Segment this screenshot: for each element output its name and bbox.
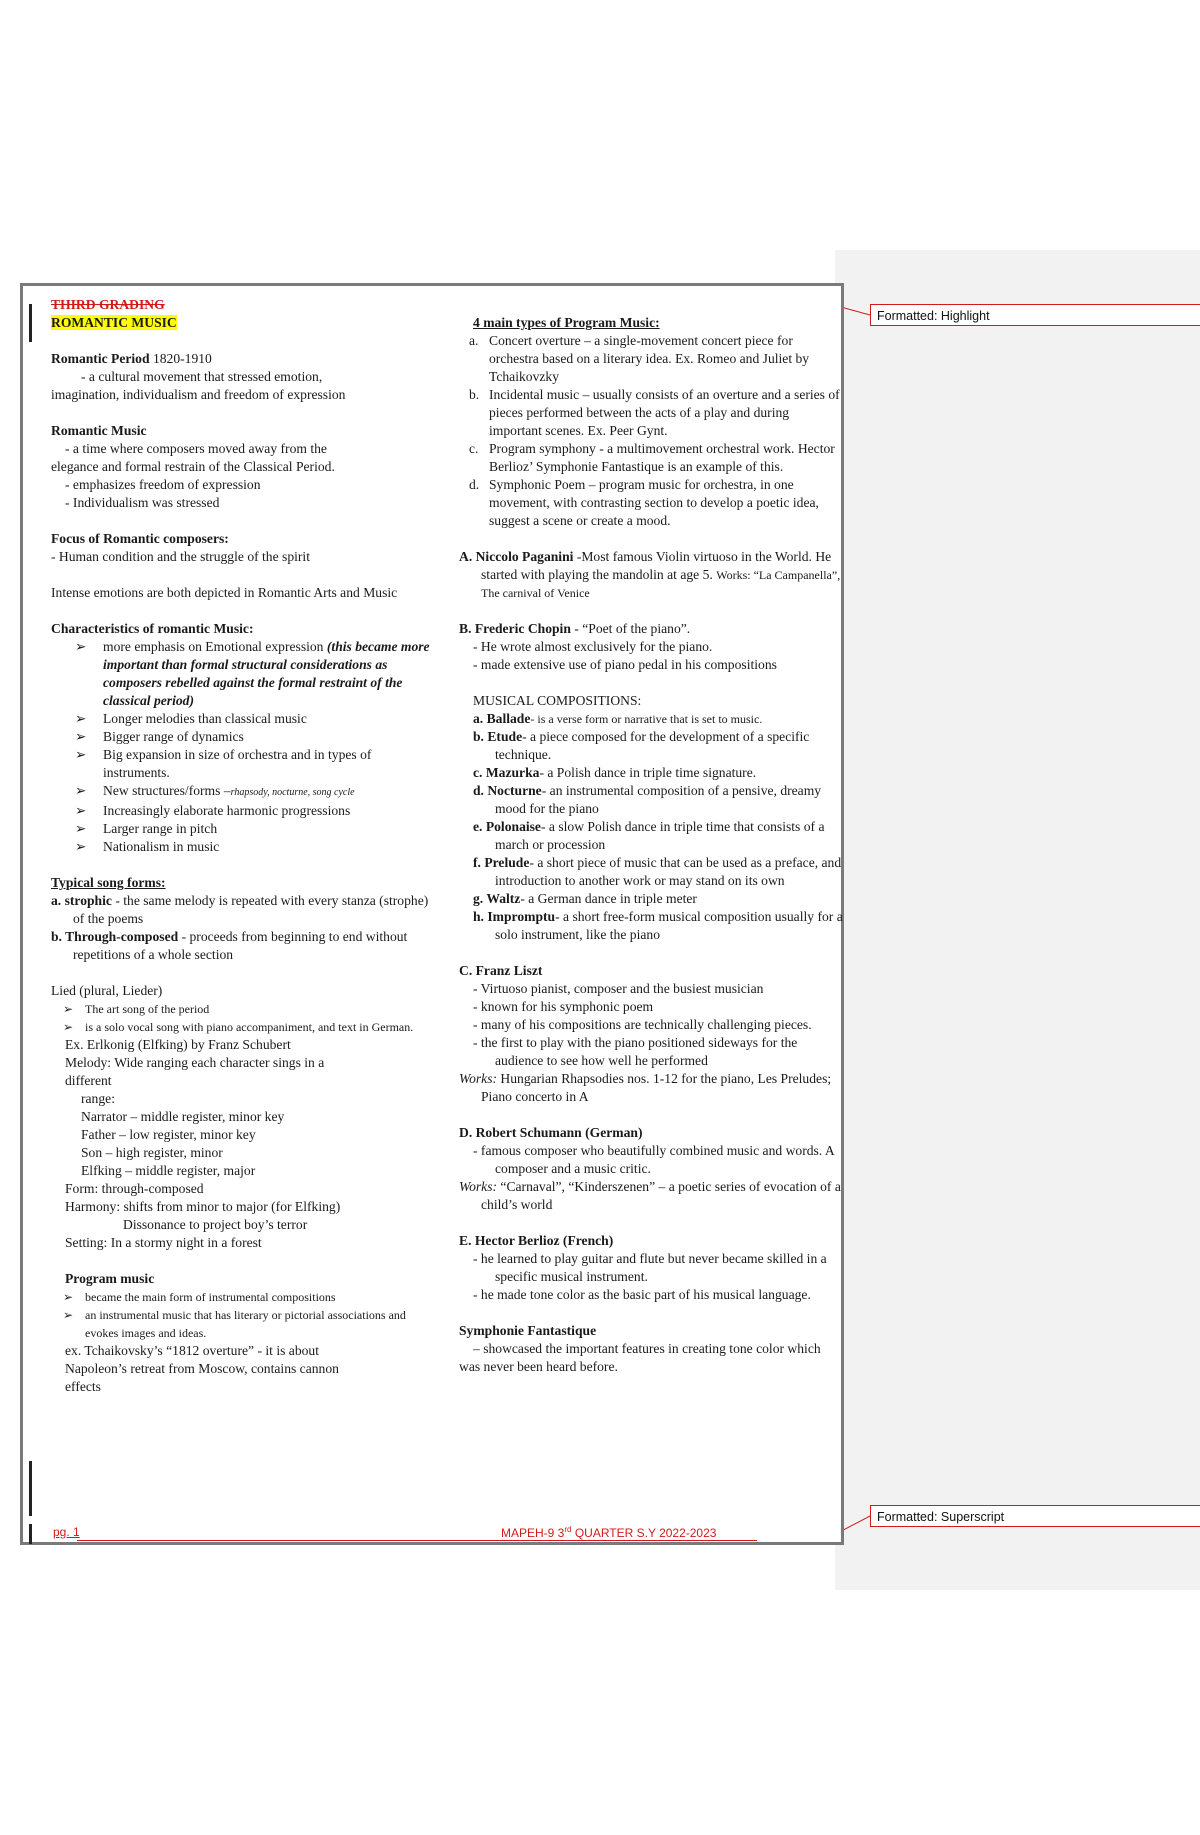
list-item: ➢ Increasingly elaborate harmonic progressions <box>75 803 351 818</box>
text-line: effects <box>65 1379 101 1394</box>
arrow-bullet-icon: ➢ <box>75 729 87 744</box>
comment-balloon-highlight[interactable] <box>870 304 1200 326</box>
text-line: d. Nocturne- an instrumental composition of a pensive, dreamy mood for the piano <box>473 783 822 816</box>
text-line: - Individualism was stressed <box>65 495 220 510</box>
list-item: ➢ became the main form of instrumental compositions <box>63 1290 336 1304</box>
list-item: ➢ Longer melodies than classical music <box>75 711 307 726</box>
text-line: - he made tone color as the basic part of his musical language. <box>473 1287 811 1302</box>
section-heading: MUSICAL COMPOSITIONS: <box>473 693 642 708</box>
footer-center: MAPEH-9 3rd QUARTER S.Y 2022-2023 <box>501 1525 717 1540</box>
text-line: Napoleon’s retreat from Moscow, contains cannon <box>65 1361 339 1376</box>
text-line: c. Mazurka- a Polish dance in triple time signature. <box>473 765 757 780</box>
arrow-bullet-icon: ➢ <box>63 1290 74 1304</box>
arrow-bullet-icon: ➢ <box>75 639 87 654</box>
deleted-heading: THIRD GRADING <box>51 297 165 312</box>
section-heading: 4 main types of Program Music: <box>473 315 660 330</box>
arrow-bullet-icon: ➢ <box>63 1308 74 1322</box>
arrow-bullet-icon: ➢ <box>75 783 87 798</box>
lied-list <box>51 1000 431 1036</box>
text-line: Form: through-composed <box>65 1181 204 1196</box>
section-heading: Program music <box>65 1271 155 1286</box>
text-line: elegance and formal restrain of the Classical Period. <box>51 459 335 474</box>
change-bar <box>29 1461 32 1516</box>
text-line: a. Ballade- is a verse form or narrative that is set to music. <box>473 711 763 726</box>
list-item: ➢ New structures/forms –rhapsody, nocturne, song cycle <box>75 783 355 798</box>
left-column <box>51 296 431 1396</box>
change-bar <box>29 1524 32 1544</box>
right-column <box>459 296 844 1376</box>
text-line: - made extensive use of piano pedal in his compositions <box>473 657 777 672</box>
list-item: b. Incidental music – usually consists of an overture and a series of pieces performed between the acts of a play and during important scenes. Ex. Peer Gynt. <box>469 387 840 438</box>
section-heading: Typical song forms: <box>51 875 166 890</box>
composer-entry: D. Robert Schumann (German) <box>459 1125 643 1140</box>
text-line: - known for his symphonic poem <box>473 999 654 1014</box>
composer-entry: B. Frederic Chopin - “Poet of the piano”. <box>459 621 691 636</box>
text-line: Works: Hungarian Rhapsodies nos. 1-12 for the piano, Les Preludes; Piano concerto in A <box>459 1071 832 1104</box>
text-line: b. Etude- a piece composed for the development of a specific technique. <box>473 729 810 762</box>
text-line: Son – high register, minor <box>81 1145 223 1160</box>
text-line: f. Prelude- a short piece of music that can be used as a preface, and introduction to another work or may stand on its own <box>473 855 842 888</box>
arrow-bullet-icon: ➢ <box>63 1020 74 1034</box>
footer-page-number: pg. 1 <box>53 1525 80 1539</box>
arrow-bullet-icon: ➢ <box>75 747 87 762</box>
text-line: b. Through-composed - proceeds from beginning to end without repetitions of a whole section <box>51 929 408 962</box>
list-item: c. Program symphony - a multimovement orchestral work. Hector Berlioz’ Symphonie Fantastique is an example of this. <box>469 441 835 474</box>
text-line: Narrator – middle register, minor key <box>81 1109 285 1124</box>
text-line: Dissonance to project boy’s terror <box>123 1217 308 1232</box>
section-heading: Lied (plural, Lieder) <box>51 983 163 998</box>
text-line: Elfking – middle register, major <box>81 1163 256 1178</box>
document-page <box>20 283 844 1545</box>
text-line: - the first to play with the piano positioned sideways for the audience to see how well he performed <box>473 1035 798 1068</box>
period-label: Romantic Period <box>51 351 150 366</box>
text-line: different <box>65 1073 112 1088</box>
text-line: h. Impromptu- a short free-form musical composition usually for a solo instrument, like the piano <box>473 909 843 942</box>
text-line: Father – low register, minor key <box>81 1127 256 1142</box>
text-line: - famous composer who beautifully combined music and words. A composer and a music critic. <box>473 1143 834 1176</box>
composer-entry: C. Franz Liszt <box>459 963 543 978</box>
composer-entry: A. Niccolo Paganini -Most famous Violin virtuoso in the World. He started with playing the mandolin at age 5. Works: “La Campanella”, The carnival of Venice <box>459 549 841 600</box>
balloon-text: Formatted: Highlight <box>877 309 990 323</box>
text-line: Intense emotions are both depicted in Romantic Arts and Music <box>51 585 398 600</box>
list-item: ➢ Big expansion in size of orchestra and in types of instruments. <box>75 747 372 780</box>
list-item: ➢ an instrumental music that has literary or pictorial associations and evokes images and ideas. <box>63 1308 406 1340</box>
program-types-list <box>459 332 844 530</box>
comment-balloon-superscript[interactable] <box>870 1505 1200 1527</box>
text-line: – showcased the important features in creating tone color which was never been heard before. <box>459 1341 821 1374</box>
arrow-bullet-icon: ➢ <box>75 711 87 726</box>
text-line: - Virtuoso pianist, composer and the busiest musician <box>473 981 764 996</box>
list-item: ➢ is a solo vocal song with piano accompaniment, and text in German. <box>63 1020 414 1034</box>
text-line: Works: “Carnaval”, “Kinderszenen” – a poetic series of evocation of a child’s world <box>459 1179 841 1212</box>
text-line: a. strophic - the same melody is repeated with every stanza (strophe) of the poems <box>51 893 429 926</box>
section-heading: Symphonie Fantastique <box>459 1323 597 1338</box>
list-item: ➢ The art song of the period <box>63 1002 210 1016</box>
period-years: 1820-1910 <box>149 351 212 366</box>
arrow-bullet-icon: ➢ <box>75 839 87 854</box>
text-line: Harmony: shifts from minor to major (for Elfking) <box>65 1199 341 1214</box>
list-item: ➢ Nationalism in music <box>75 839 220 854</box>
text-line: Setting: In a stormy night in a forest <box>65 1235 262 1250</box>
list-item: ➢ Larger range in pitch <box>75 821 218 836</box>
text-line: Ex. Erlkonig (Elfking) by Franz Schubert <box>65 1037 291 1052</box>
change-bar <box>29 304 32 342</box>
page-title: ROMANTIC MUSIC <box>51 315 177 330</box>
list-item: ➢ more emphasis on Emotional expression (this became more important than formal structural considerations as composers rebelled against the formal restraint of the classical period) <box>75 639 430 708</box>
text-line: - many of his compositions are technically challenging pieces. <box>473 1017 812 1032</box>
arrow-bullet-icon: ➢ <box>75 803 87 818</box>
text-line: - Human condition and the struggle of the spirit <box>51 549 310 564</box>
composer-entry: E. Hector Berlioz (French) <box>459 1233 614 1248</box>
text-line: - he learned to play guitar and flute but never became skilled in a specific musical instrument. <box>473 1251 827 1284</box>
footer-rule <box>77 1540 757 1541</box>
text-line: Melody: Wide ranging each character sings in a <box>65 1055 325 1070</box>
list-item: ➢ Bigger range of dynamics <box>75 729 244 744</box>
list-item: d. Symphonic Poem – program music for orchestra, in one movement, with contrasting section to develop a poetic idea, suggest a scene or create a mood. <box>469 477 819 528</box>
period-desc: - a cultural movement that stressed emotion, <box>81 369 323 384</box>
arrow-bullet-icon: ➢ <box>75 821 87 836</box>
text-line: ex. Tchaikovsky’s “1812 overture” - it is about <box>65 1343 319 1358</box>
text-line: - a time where composers moved away from the <box>65 441 327 456</box>
section-heading: Characteristics of romantic Music: <box>51 621 254 636</box>
characteristics-list <box>51 638 431 856</box>
section-heading: Romantic Music <box>51 423 147 438</box>
text-line: - He wrote almost exclusively for the piano. <box>473 639 713 654</box>
text-line: e. Polonaise- a slow Polish dance in triple time that consists of a march or procession <box>473 819 825 852</box>
period-desc: imagination, individualism and freedom of expression <box>51 387 346 402</box>
program-list <box>51 1288 431 1342</box>
text-line: - emphasizes freedom of expression <box>65 477 261 492</box>
text-line: range: <box>81 1091 115 1106</box>
section-heading: Focus of Romantic composers: <box>51 531 229 546</box>
balloon-text: Formatted: Superscript <box>877 1510 1005 1524</box>
list-item: a. Concert overture – a single-movement concert piece for orchestra based on a literary idea. Ex. Romeo and Juliet by Tchaikovzky <box>469 333 810 384</box>
arrow-bullet-icon: ➢ <box>63 1002 74 1016</box>
text-line: g. Waltz- a German dance in triple meter <box>473 891 697 906</box>
